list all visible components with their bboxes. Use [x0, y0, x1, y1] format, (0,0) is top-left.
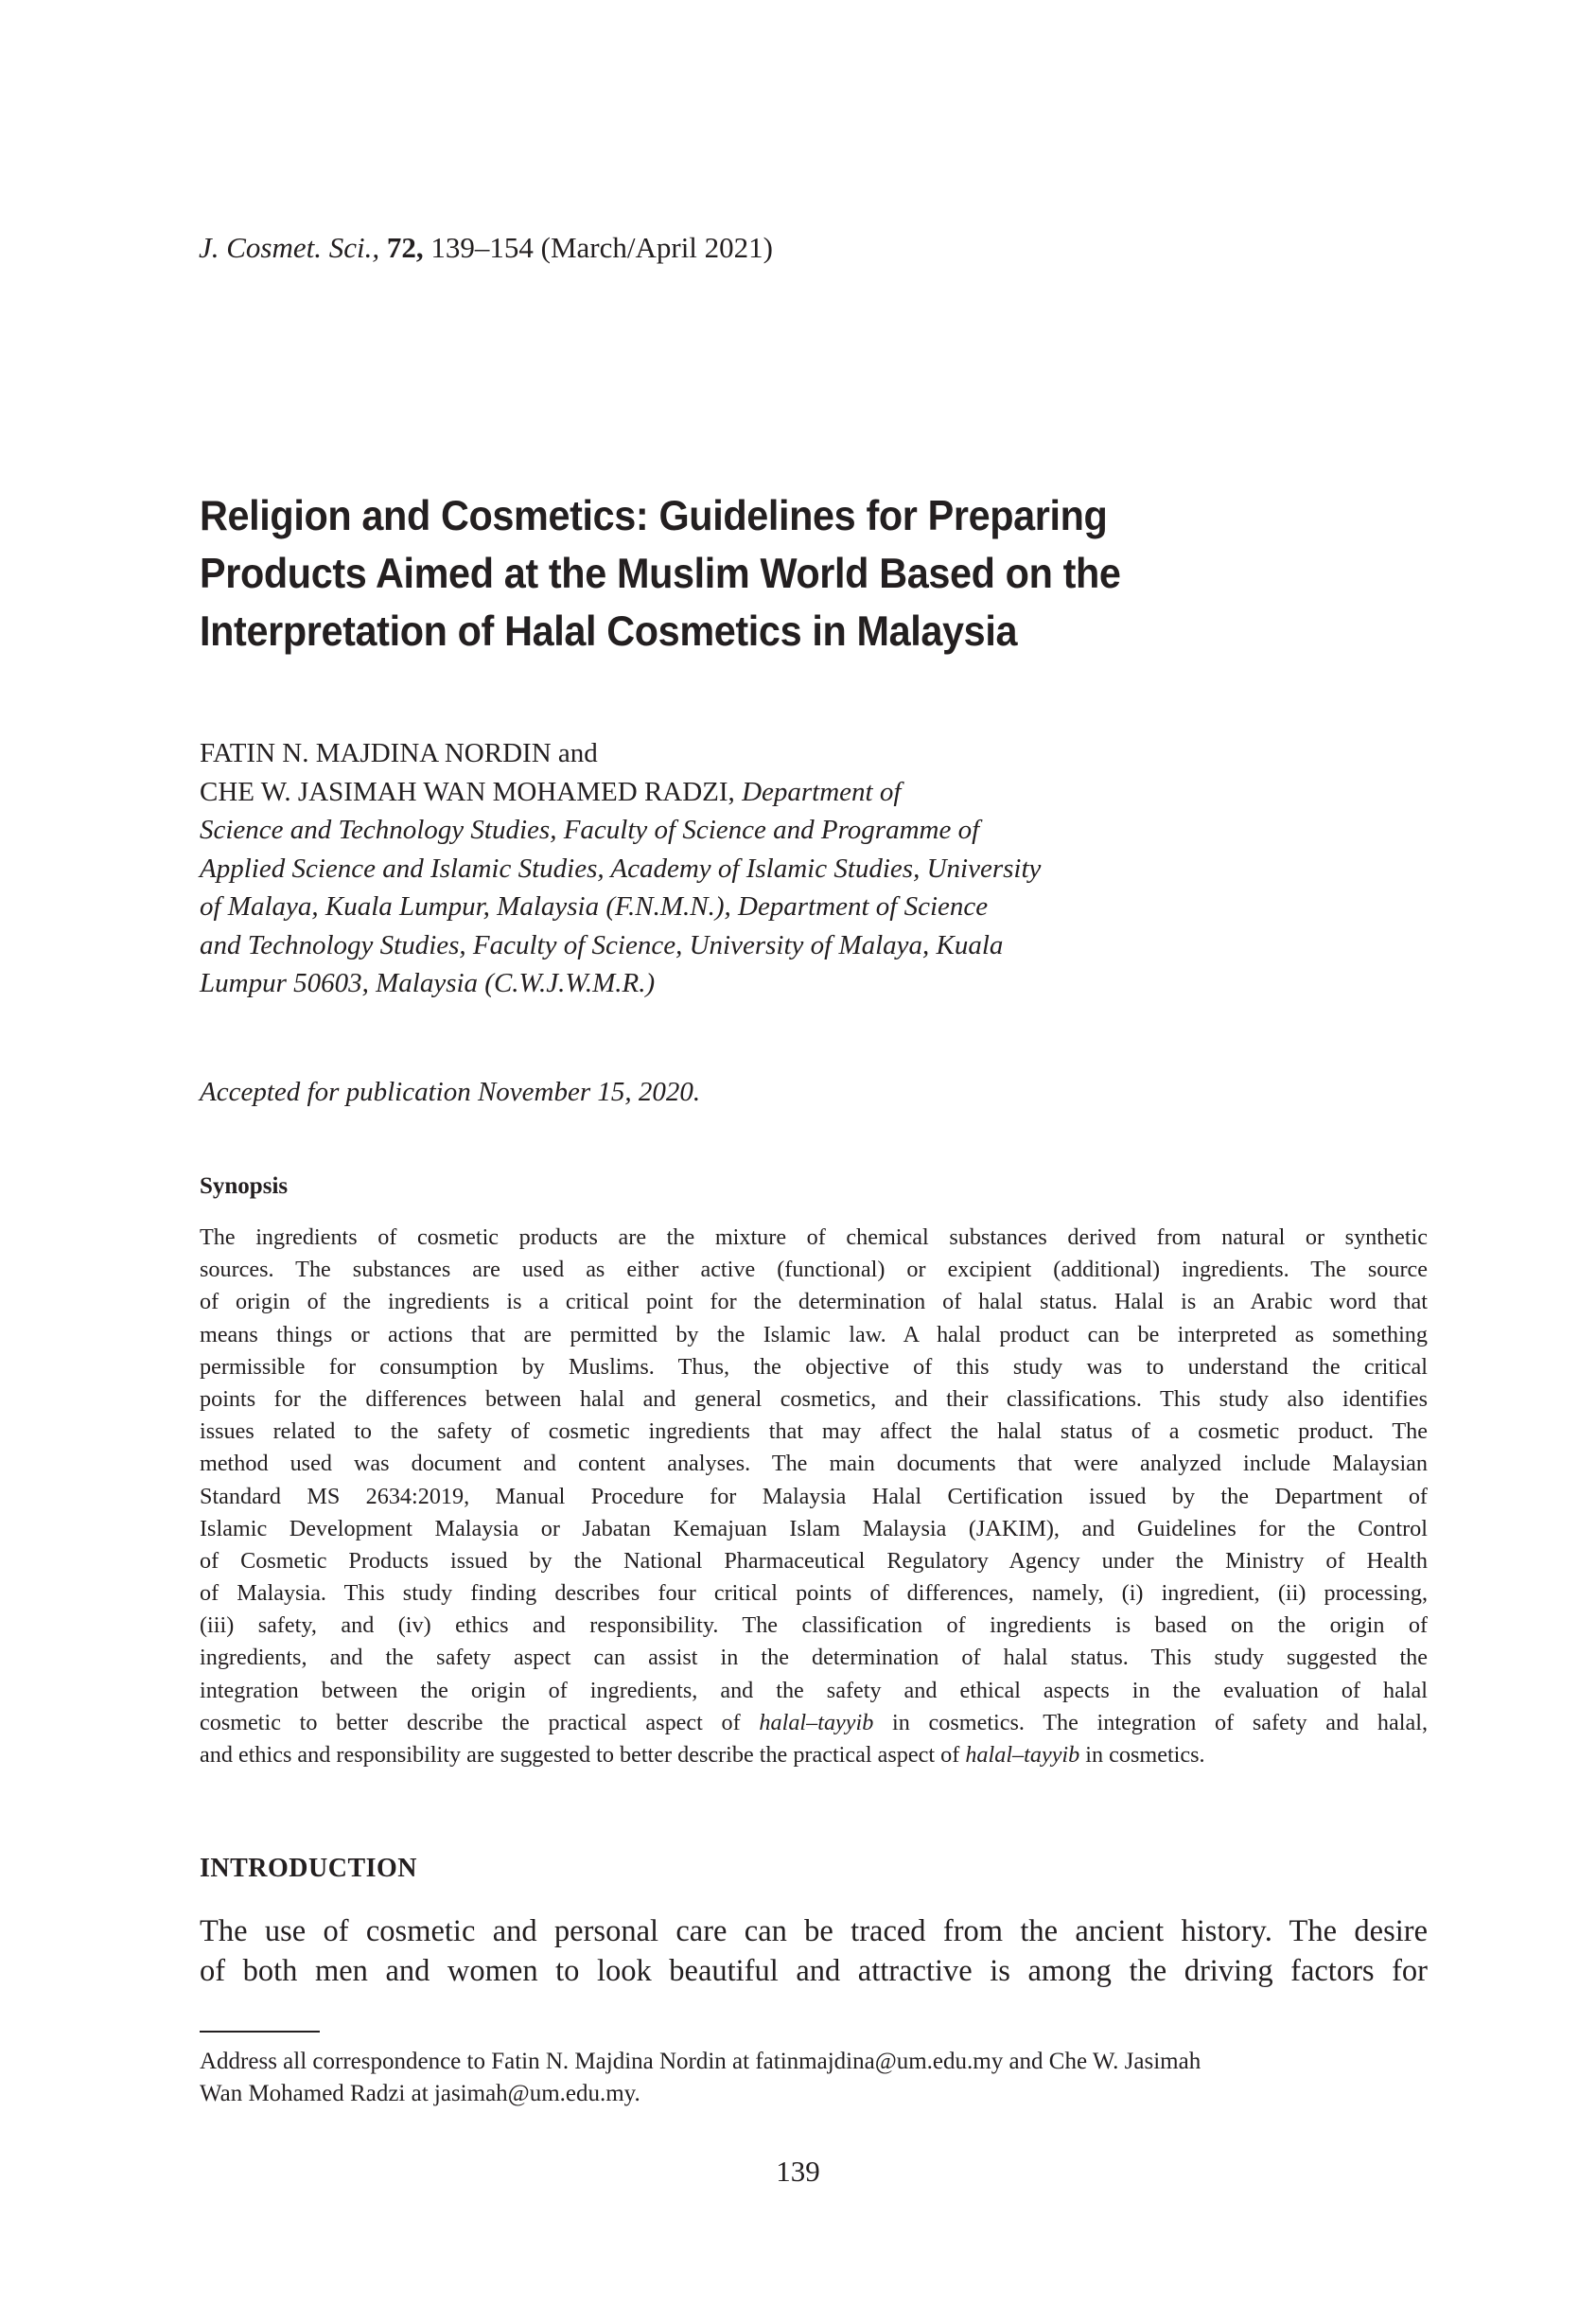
synopsis-text: in cosmetics. The integration of safety and halal, [873, 1709, 1428, 1735]
synopsis-line: of Cosmetic Products issued by the National Pharmaceutical Regulatory Agency under the Ministry of Health [200, 1547, 1428, 1574]
affiliation-line: Science and Technology Studies, Faculty of Science and Programme of [200, 815, 980, 845]
synopsis-line: issues related to the safety of cosmetic ingredients that may affect the halal status of a cosmetic product. The [200, 1418, 1428, 1445]
footnote-divider [200, 2031, 320, 2033]
author-line [200, 773, 1373, 812]
page-number: 139 [776, 2155, 820, 2188]
introduction-line: of both men and women to look beautiful and attractive is among the driving factors for [200, 1954, 1428, 1988]
author-name: CHE W. JASIMAH WAN MOHAMED RADZI, [200, 776, 735, 807]
correspondence-footnote [200, 2046, 1428, 2110]
synopsis-line: Standard MS 2634:2019, Manual Procedure for Malaysia Halal Certification issued by the Department of [200, 1483, 1428, 1509]
introduction-line: The use of cosmetic and personal care can be traced from the ancient history. The desire [200, 1914, 1428, 1948]
journal-citation [199, 229, 773, 267]
journal-name: J. Cosmet. Sci., [199, 231, 380, 264]
author-line: FATIN N. MAJDINA NORDIN and [200, 738, 598, 768]
synopsis-text: cosmetic to better describe the practical aspect of [200, 1709, 760, 1735]
synopsis-line: of origin of the ingredients is a critical point for the determination of halal status. Halal is an Arabic word that [200, 1289, 1428, 1315]
introduction-heading: INTRODUCTION [200, 1854, 418, 1883]
article-title [200, 487, 1343, 660]
synopsis-line: permissible for consumption by Muslims. Thus, the objective of this study was to understand the critical [200, 1353, 1428, 1380]
accepted-date: Accepted for publication November 15, 2020. [200, 1077, 701, 1107]
synopsis-line: ingredients, and the safety aspect can assist in the determination of halal status. This study suggested the [200, 1645, 1428, 1671]
synopsis-text: in cosmetics. [1079, 1742, 1205, 1768]
introduction-body [200, 1911, 1428, 1991]
journal-volume: 72, [386, 231, 424, 264]
synopsis-line: The ingredients of cosmetic products are the mixture of chemical substances derived from natural or synthetic [200, 1224, 1428, 1250]
journal-pages-date: 139–154 (March/April 2021) [430, 231, 773, 264]
synopsis-line [200, 1707, 1428, 1739]
title-line: Products Aimed at the Muslim World Based on the [200, 551, 1121, 597]
synopsis-line: points for the differences between halal and general cosmetics, and their classifications. This study also identifies [200, 1385, 1428, 1412]
synopsis-line: method used was document and content analyses. The main documents that were analyzed include Malaysian [200, 1451, 1428, 1477]
synopsis-line: integration between the origin of ingredients, and the safety and ethical aspects in the evaluation of halal [200, 1677, 1428, 1703]
synopsis-line: Islamic Development Malaysia or Jabatan Kemajuan Islam Malaysia (JAKIM), and Guidelines for the Control [200, 1515, 1428, 1541]
synopsis-line [200, 1739, 1428, 1771]
synopsis-line: of Malaysia. This study finding describes four critical points of differences, namely, (i) ingredient, (ii) processing, [200, 1580, 1428, 1607]
synopsis-line: sources. The substances are used as either active (functional) or excipient (additional) ingredients. The source [200, 1257, 1428, 1283]
title-line: Interpretation of Halal Cosmetics in Malaysia [200, 608, 1018, 655]
synopsis-text: and ethics and responsibility are suggested to better describe the practical aspect of [200, 1742, 966, 1768]
synopsis-line: means things or actions that are permitted by the Islamic law. A halal product can be interpreted as something [200, 1321, 1428, 1347]
synopsis-line: (iii) safety, and (iv) ethics and responsibility. The classification of ingredients is based on the origin of [200, 1612, 1428, 1639]
synopsis-body [200, 1222, 1428, 1771]
synopsis-emphasis: halal–tayyib [965, 1742, 1080, 1768]
affiliation-line: and Technology Studies, Faculty of Science, University of Malaya, Kuala [200, 929, 1004, 960]
affiliation-line: Lumpur 50603, Malaysia (C.W.J.W.M.R.) [200, 968, 656, 998]
synopsis-heading: Synopsis [200, 1173, 289, 1199]
footnote-line: Wan Mohamed Radzi at jasimah@um.edu.my. [200, 2081, 640, 2106]
title-line: Religion and Cosmetics: Guidelines for Preparing [200, 493, 1108, 539]
author-block [200, 734, 1373, 1003]
footnote-line: Address all correspondence to Fatin N. Majdina Nordin at fatinmajdina@um.edu.my and Che W. Jasimah [200, 2049, 1201, 2074]
affiliation-line: Applied Science and Islamic Studies, Academy of Islamic Studies, University [200, 853, 1042, 884]
synopsis-emphasis: halal–tayyib [759, 1709, 874, 1735]
affiliation-line: of Malaya, Kuala Lumpur, Malaysia (F.N.M.N.), Department of Science [200, 891, 989, 922]
affiliation-text: Department of [742, 776, 902, 807]
